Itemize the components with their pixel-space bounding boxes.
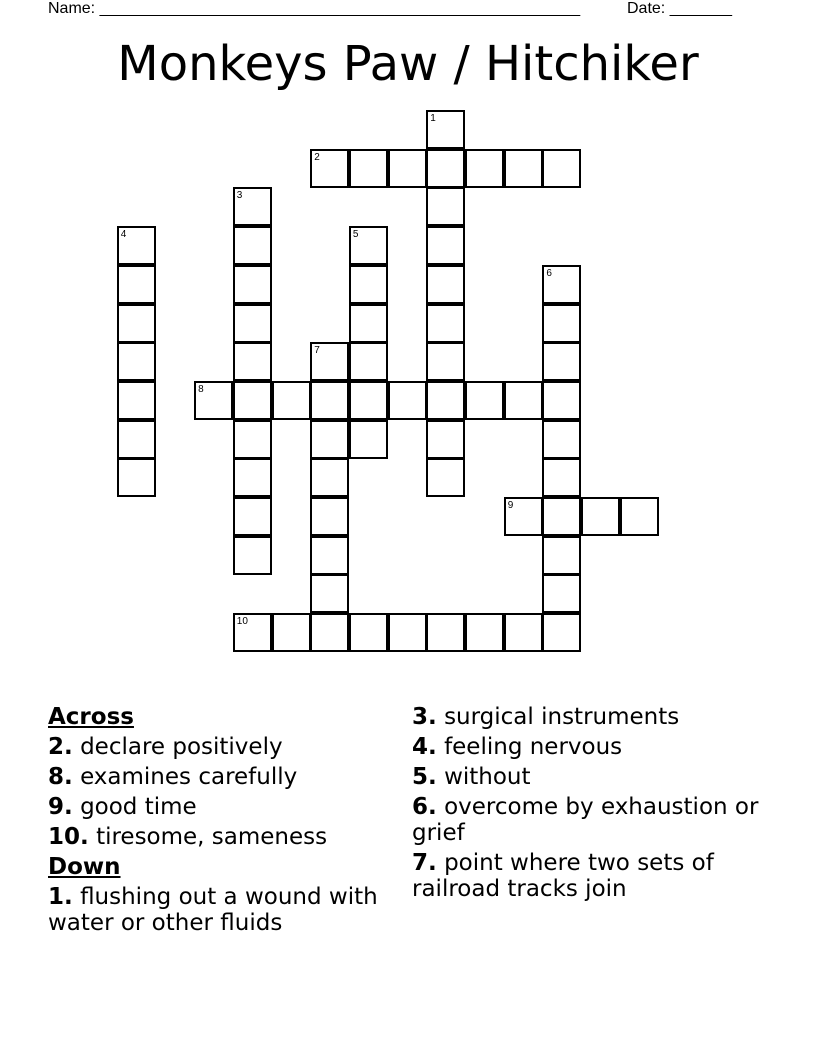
clue-down-3 <box>412 704 764 730</box>
grid-cell[interactable] <box>542 458 581 497</box>
cell-number: 6 <box>546 267 552 279</box>
grid-cell[interactable] <box>388 613 427 652</box>
clue-number: 7. <box>412 850 437 876</box>
grid-cell[interactable] <box>542 381 581 420</box>
clue-number: 10. <box>48 824 89 850</box>
name-field-label: Name: ______________________________________________________ <box>48 0 581 17</box>
cell-number: 3 <box>236 190 243 202</box>
clue-across-8 <box>48 764 400 790</box>
clue-number: 8. <box>48 764 73 790</box>
grid-cell[interactable] <box>542 574 581 613</box>
grid-cell[interactable] <box>233 304 272 343</box>
clue-text: good time <box>80 794 197 820</box>
grid-cell[interactable] <box>233 265 272 304</box>
grid-cell[interactable] <box>233 226 272 265</box>
clue-across-2 <box>48 734 400 760</box>
grid-cell[interactable] <box>310 536 349 575</box>
grid-cell[interactable] <box>465 613 504 652</box>
grid-cell[interactable] <box>310 420 349 459</box>
grid-cell[interactable] <box>426 110 465 149</box>
clue-down-7 <box>412 850 764 902</box>
cell-number: 4 <box>120 229 127 241</box>
grid-cell[interactable] <box>349 304 388 343</box>
clue-text: examines carefully <box>80 764 298 790</box>
grid-cell[interactable] <box>310 458 349 497</box>
grid-cell[interactable] <box>426 265 465 304</box>
clue-text: overcome by exhaustion or grief <box>412 794 759 846</box>
grid-cell[interactable] <box>310 574 349 613</box>
grid-cell[interactable] <box>233 613 272 652</box>
clue-number: 1. <box>48 884 73 910</box>
clue-down-4 <box>412 734 764 760</box>
grid-cell[interactable] <box>542 613 581 652</box>
grid-cell[interactable] <box>465 381 504 420</box>
grid-cell[interactable] <box>426 187 465 226</box>
clue-across-10 <box>48 824 400 850</box>
grid-cell[interactable] <box>388 149 427 188</box>
grid-cell[interactable] <box>426 381 465 420</box>
grid-cell[interactable] <box>349 381 388 420</box>
clue-number: 9. <box>48 794 73 820</box>
puzzle-title: Monkeys Paw / Hitchiker <box>117 36 699 92</box>
grid-cell[interactable] <box>426 613 465 652</box>
grid-cell[interactable] <box>388 381 427 420</box>
grid-cell[interactable] <box>117 381 156 420</box>
grid-cell[interactable] <box>272 613 311 652</box>
down-heading: Down <box>48 854 121 880</box>
grid-cell[interactable] <box>504 613 543 652</box>
clue-number: 4. <box>412 734 437 760</box>
clue-text: tiresome, sameness <box>96 824 328 850</box>
clue-down-5 <box>412 764 764 790</box>
clue-number: 5. <box>412 764 437 790</box>
cell-number: 1 <box>430 113 436 124</box>
grid-cell[interactable] <box>117 265 156 304</box>
grid-cell[interactable] <box>426 458 465 497</box>
grid-cell[interactable] <box>310 149 349 188</box>
cell-number: 8 <box>198 383 204 395</box>
grid-cell[interactable] <box>233 187 272 226</box>
clue-number: 3. <box>412 704 437 730</box>
grid-cell[interactable] <box>465 149 504 188</box>
grid-cell[interactable] <box>542 420 581 459</box>
grid-cell[interactable] <box>233 420 272 459</box>
grid-cell[interactable] <box>620 497 659 536</box>
clue-down-6 <box>412 794 764 846</box>
grid-cell[interactable] <box>426 226 465 265</box>
grid-cell[interactable] <box>310 613 349 652</box>
grid-cell[interactable] <box>233 381 272 420</box>
clues-column-right <box>412 704 764 906</box>
cell-number: 7 <box>314 345 320 357</box>
grid-cell[interactable] <box>117 226 156 265</box>
clue-text: without <box>444 764 531 790</box>
grid-cell[interactable] <box>117 304 156 343</box>
grid-cell[interactable] <box>426 304 465 343</box>
grid-cell[interactable] <box>233 342 272 381</box>
grid-cell[interactable] <box>542 149 581 188</box>
cell-number: 2 <box>314 151 320 163</box>
grid-cell[interactable] <box>542 304 581 343</box>
clue-across-9 <box>48 794 400 820</box>
grid-cell[interactable] <box>542 265 581 304</box>
grid-cell[interactable] <box>117 458 156 497</box>
grid-cell[interactable] <box>233 536 272 575</box>
grid-cell[interactable] <box>272 381 311 420</box>
grid-cell[interactable] <box>504 497 543 536</box>
grid-cell[interactable] <box>310 381 349 420</box>
clue-text: point where two sets of railroad tracks join <box>412 850 714 902</box>
cell-number: 10 <box>236 616 248 628</box>
clue-number: 6. <box>412 794 437 820</box>
grid-cell[interactable] <box>349 420 388 459</box>
grid-cell[interactable] <box>233 458 272 497</box>
date-field-label: Date: _______ <box>627 0 732 17</box>
grid-cell[interactable] <box>581 497 620 536</box>
grid-cell[interactable] <box>542 497 581 536</box>
grid-cell[interactable] <box>504 149 543 188</box>
clue-number: 2. <box>48 734 73 760</box>
grid-cell[interactable] <box>194 381 233 420</box>
across-heading: Across <box>48 704 134 730</box>
clue-text: surgical instruments <box>444 704 680 730</box>
grid-cell[interactable] <box>310 497 349 536</box>
cell-number: 5 <box>352 229 359 241</box>
clue-text: flushing out a wound with water or other fluids <box>48 884 378 936</box>
grid-cell[interactable] <box>310 342 349 381</box>
grid-cell[interactable] <box>426 149 465 188</box>
grid-cell[interactable] <box>233 497 272 536</box>
clue-text: feeling nervous <box>444 734 623 760</box>
grid-cell[interactable] <box>426 420 465 459</box>
cell-number: 9 <box>507 500 514 511</box>
grid-cell[interactable] <box>504 381 543 420</box>
grid-cell[interactable] <box>349 342 388 381</box>
grid-cell[interactable] <box>349 265 388 304</box>
clue-text: declare positively <box>80 734 283 760</box>
clue-down-1 <box>48 884 400 936</box>
grid-cell[interactable] <box>542 342 581 381</box>
grid-cell[interactable] <box>349 226 388 265</box>
grid-cell[interactable] <box>117 342 156 381</box>
grid-cell[interactable] <box>426 342 465 381</box>
clues-column-left <box>48 704 400 940</box>
grid-cell[interactable] <box>349 613 388 652</box>
grid-cell[interactable] <box>117 420 156 459</box>
grid-cell[interactable] <box>349 149 388 188</box>
grid-cell[interactable] <box>542 536 581 575</box>
